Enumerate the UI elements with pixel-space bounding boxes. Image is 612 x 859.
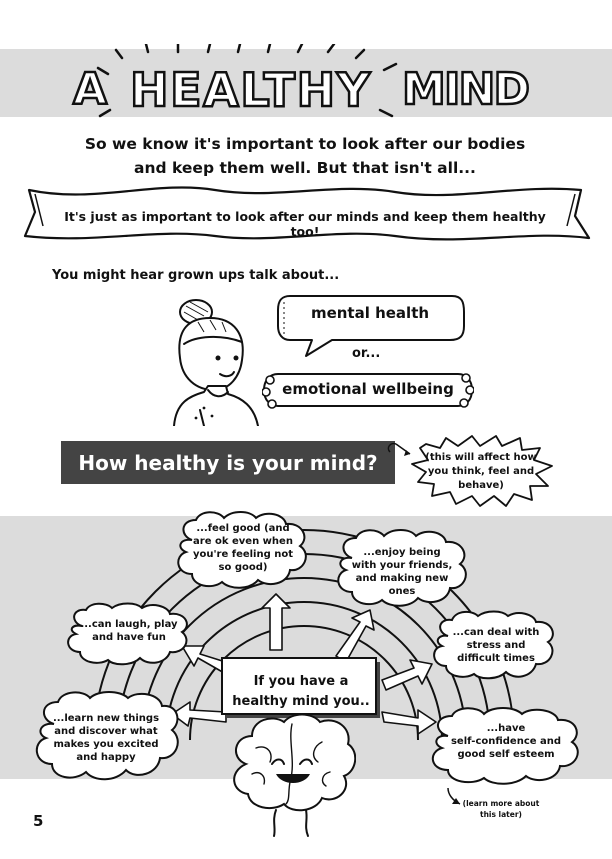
title-word-mind: MIND bbox=[402, 64, 530, 115]
note-text: (this will affect how you think, feel and behave) bbox=[425, 452, 537, 491]
center-line-1: If you have a bbox=[253, 674, 349, 689]
title-word-a: A bbox=[72, 64, 108, 115]
hear-text: You might hear grown ups talk about... bbox=[52, 268, 340, 283]
emotional-wellbeing-text: emotional wellbeing bbox=[282, 380, 454, 398]
cloud-enjoy-text: ...enjoy being with your friends, and making new ones bbox=[351, 547, 453, 597]
center-line-2: healthy mind you.. bbox=[232, 694, 370, 709]
cloud-confidence-line-2: self-confidence and good self esteem bbox=[450, 736, 562, 760]
cloud-learn-text: ...learn new things and discover what makes you excited and happy bbox=[52, 713, 160, 763]
cloud-confidence-text bbox=[444, 722, 568, 761]
cloud-feel-good-text: ...feel good (and are ok even when you're feeling not so good) bbox=[192, 523, 294, 573]
center-text bbox=[232, 672, 370, 712]
page-title bbox=[0, 44, 612, 124]
intro-line-1: So we know it's important to look after our bodies bbox=[84, 135, 526, 153]
cloud-laugh-text: ...can laugh, play and have fun bbox=[80, 619, 178, 643]
mental-health-text: mental health bbox=[310, 304, 430, 322]
title-word-healthy: HEALTHY bbox=[130, 63, 370, 117]
cloud-stress-text: ...can deal with stress and difficult times bbox=[452, 627, 540, 664]
intro-line-2: and keep them well. But that isn't all... bbox=[134, 159, 476, 177]
question-text: How healthy is your mind? bbox=[78, 450, 378, 475]
banner-text: It's just as important to look after our minds and keep them healthy too! bbox=[64, 209, 546, 239]
brain-character-icon bbox=[226, 712, 356, 838]
intro-text bbox=[60, 132, 550, 180]
page-number: 5 bbox=[33, 812, 44, 830]
later-note: (learn more about this later) bbox=[462, 799, 540, 819]
question-box bbox=[61, 441, 395, 484]
person-illustration bbox=[170, 298, 270, 426]
or-text: or... bbox=[352, 346, 381, 361]
cloud-confidence-line-1: ...have bbox=[486, 723, 526, 734]
